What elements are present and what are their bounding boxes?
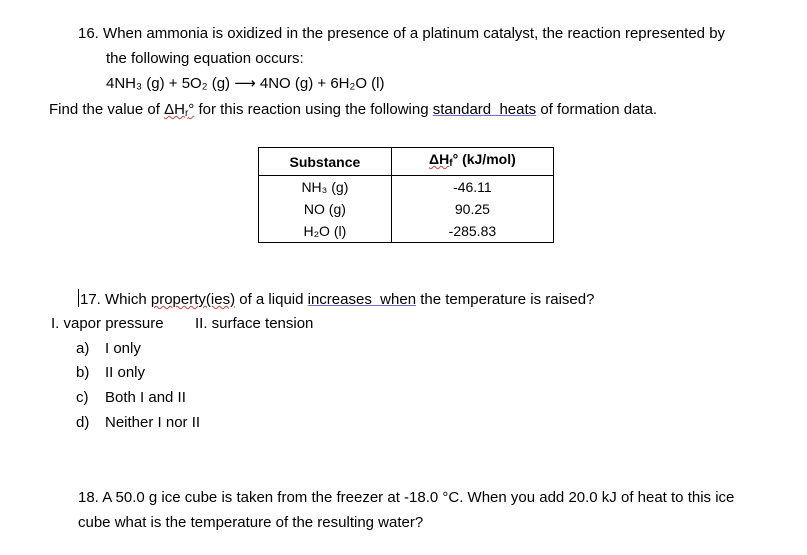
q16-find-line xyxy=(49,100,657,124)
q17-word: property(ies) xyxy=(150,291,236,308)
table-header-enthalpy: $\Delta H_f^\circ$ (kJ/mol) xyxy=(391,148,553,176)
choice-letter: a) xyxy=(76,340,90,357)
q17-option-ii: II. surface tension xyxy=(195,315,314,332)
choice-letter: d) xyxy=(76,414,90,431)
table-row xyxy=(259,220,554,243)
q17-underline-1: increases xyxy=(307,291,372,308)
choice-letter: b) xyxy=(76,364,90,381)
q16-find-post: of formation data. xyxy=(536,101,658,118)
table-cell-value: 90.25 xyxy=(391,198,553,220)
q16-line2: the following equation occurs: xyxy=(106,50,304,67)
q17-choice-b xyxy=(76,363,145,383)
q16-text: When ammonia is oxidized in the presence of a platinum catalyst, the reaction represented by xyxy=(103,25,726,42)
q16-equation: 4NH₃ (g) + 5O₂ (g) ⟶ 4NO (g) + 6H₂O (l) xyxy=(106,75,385,92)
table-header-substance: Substance xyxy=(259,148,392,176)
heats-of-formation-table xyxy=(258,147,554,243)
q16-find-mid: for this reaction using the following xyxy=(194,101,433,118)
q17-option-i: I. vapor pressure xyxy=(51,315,164,332)
table-cell-substance: NO (g) xyxy=(259,198,392,220)
choice-text: Both I and II xyxy=(105,389,186,406)
choice-letter: c) xyxy=(76,389,89,406)
q17-question xyxy=(78,289,594,310)
q17-underline-2: when xyxy=(380,291,417,308)
table-cell-substance: H₂O (l) xyxy=(259,220,392,243)
table-row xyxy=(259,176,554,199)
q16-find-pre: Find the value of xyxy=(49,101,165,118)
q17-post: the temperature is raised? xyxy=(416,291,595,308)
choice-text: Neither I nor II xyxy=(105,414,201,431)
text-cursor xyxy=(78,289,79,307)
q16-number: 16. xyxy=(78,25,99,42)
q18-line2: cube what is the temperature of the resulting water? xyxy=(78,514,424,531)
table-row xyxy=(259,198,554,220)
q16-line1 xyxy=(78,24,725,44)
table-header-row xyxy=(259,148,554,176)
q18-line1: 18. A 50.0 g ice cube is taken from the freezer at -18.0 °C. When you add 20.0 kJ of heat to this ice xyxy=(78,489,735,506)
choice-text: II only xyxy=(105,364,146,381)
q16-find-underline-1: standard xyxy=(432,101,492,118)
q17-mid: of a liquid xyxy=(235,291,308,308)
q16-find-underline-2: heats xyxy=(499,101,537,118)
q17-pre: 17. Which xyxy=(80,291,151,308)
choice-text: I only xyxy=(105,340,141,357)
q16-find-symbol: $\Delta H_r^\circ$ xyxy=(164,101,195,119)
q17-choice-c xyxy=(76,388,186,408)
q17-choice-d xyxy=(76,413,200,433)
q17-choice-a xyxy=(76,339,141,359)
table-cell-value: -46.11 xyxy=(391,176,553,199)
table-cell-value: -285.83 xyxy=(391,220,553,243)
table-cell-substance: NH₃ (g) xyxy=(259,176,392,199)
